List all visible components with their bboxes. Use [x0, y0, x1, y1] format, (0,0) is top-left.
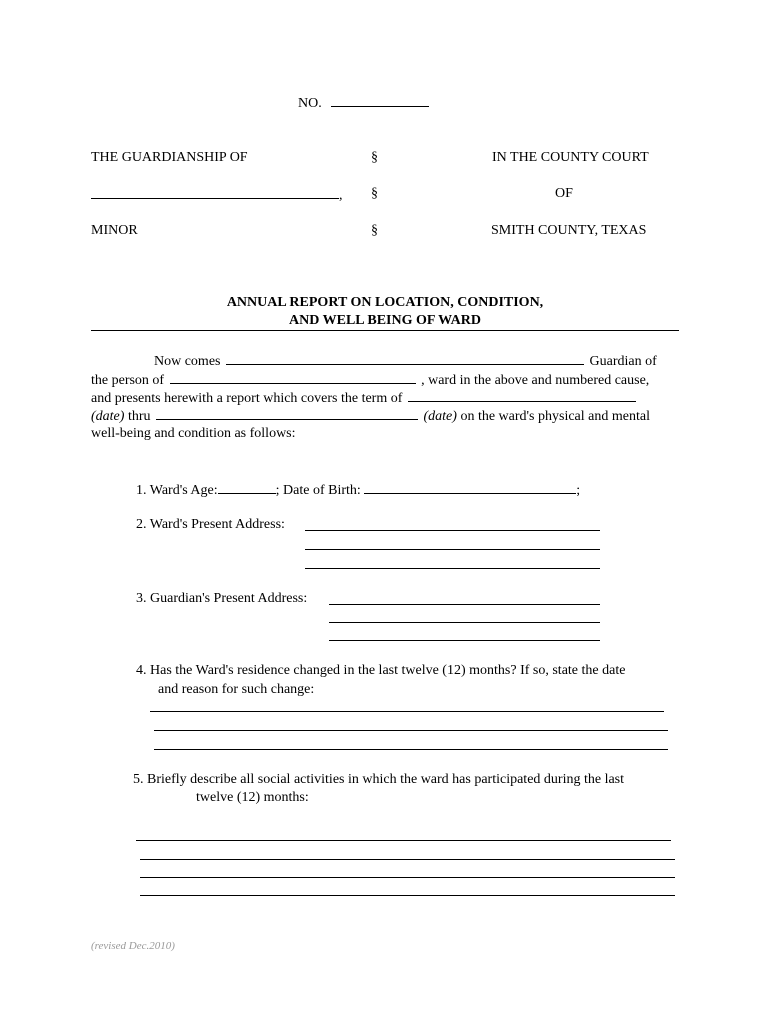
case-number-field[interactable]: [331, 94, 429, 107]
case-number-row: [298, 94, 429, 112]
residence-change-line-2[interactable]: [154, 730, 668, 731]
ward-person-field[interactable]: [170, 371, 416, 384]
item-3-label: 3. Guardian's Present Address:: [136, 591, 308, 606]
ward-address-line-1[interactable]: [305, 530, 600, 531]
section-sign: §: [371, 223, 378, 238]
term-start-field[interactable]: [408, 389, 636, 402]
caption-smith-county: SMITH COUNTY, TEXAS: [491, 223, 647, 238]
ward-age-field[interactable]: [218, 481, 276, 494]
date-label: (date): [423, 409, 457, 424]
caption-guardianship: THE GUARDIANSHIP OF: [91, 150, 248, 165]
person-of-text: the person of: [91, 373, 165, 388]
residence-change-line-3[interactable]: [154, 749, 668, 750]
social-activities-line-3[interactable]: [140, 877, 675, 878]
intro-line-1: [154, 352, 657, 370]
ward-age-label: 1. Ward's Age:: [136, 483, 218, 498]
caption-comma: ,: [339, 188, 343, 203]
term-end-field[interactable]: [156, 407, 418, 420]
title-line-2: AND WELL BEING OF WARD: [289, 313, 481, 328]
social-activities-line-4[interactable]: [140, 895, 675, 896]
ward-name-field[interactable]: [91, 186, 339, 199]
title-rule: [91, 330, 679, 331]
date-label: (date): [91, 409, 125, 424]
item-1-end: ;: [576, 483, 581, 498]
dob-field[interactable]: [364, 481, 576, 494]
intro-line-3: [91, 389, 636, 407]
item-1-row: [136, 481, 580, 499]
guardian-address-line-1[interactable]: [329, 604, 600, 605]
caption-county-court: IN THE COUNTY COURT: [492, 150, 649, 165]
social-activities-line-1[interactable]: [136, 840, 671, 841]
title-line-1: ANNUAL REPORT ON LOCATION, CONDITION,: [226, 295, 544, 310]
guardian-address-line-3[interactable]: [329, 640, 600, 641]
residence-change-line-1[interactable]: [150, 711, 664, 712]
social-activities-line-2[interactable]: [140, 859, 675, 860]
item-4-line-2: and reason for such change:: [158, 682, 315, 697]
dob-label: ; Date of Birth:: [275, 483, 361, 498]
revision-note: (revised Dec.2010): [91, 940, 175, 952]
intro-line-5: well-being and condition as follows:: [91, 426, 296, 441]
ward-cause-text: , ward in the above and numbered cause,: [421, 373, 650, 388]
caption-minor: MINOR: [91, 223, 138, 238]
caption-of: OF: [555, 186, 573, 201]
ward-address-line-3[interactable]: [305, 568, 600, 569]
presents-text: and presents herewith a report which covers the term of: [91, 391, 403, 406]
guardian-address-line-2[interactable]: [329, 622, 600, 623]
guardian-name-field[interactable]: [226, 352, 584, 365]
section-sign: §: [371, 150, 378, 165]
physical-text: on the ward's physical and mental: [460, 409, 650, 424]
guardian-of-text: Guardian of: [589, 354, 657, 369]
ward-address-line-2[interactable]: [305, 549, 600, 550]
section-sign: §: [371, 186, 378, 201]
caption-ward-name-row: [91, 186, 343, 204]
intro-line-2: [91, 371, 649, 389]
now-comes-text: Now comes: [154, 354, 221, 369]
case-number-label: NO.: [298, 96, 322, 111]
item-4-line-1: 4. Has the Ward's residence changed in the last twelve (12) months? If so, state the date: [136, 663, 626, 678]
thru-text: thru: [127, 409, 151, 424]
item-2-label: 2. Ward's Present Address:: [136, 517, 285, 532]
item-5-line-2: twelve (12) months:: [196, 790, 309, 805]
item-5-line-1: 5. Briefly describe all social activities in which the ward has participated during the last: [133, 772, 625, 787]
intro-line-4: [91, 407, 650, 425]
